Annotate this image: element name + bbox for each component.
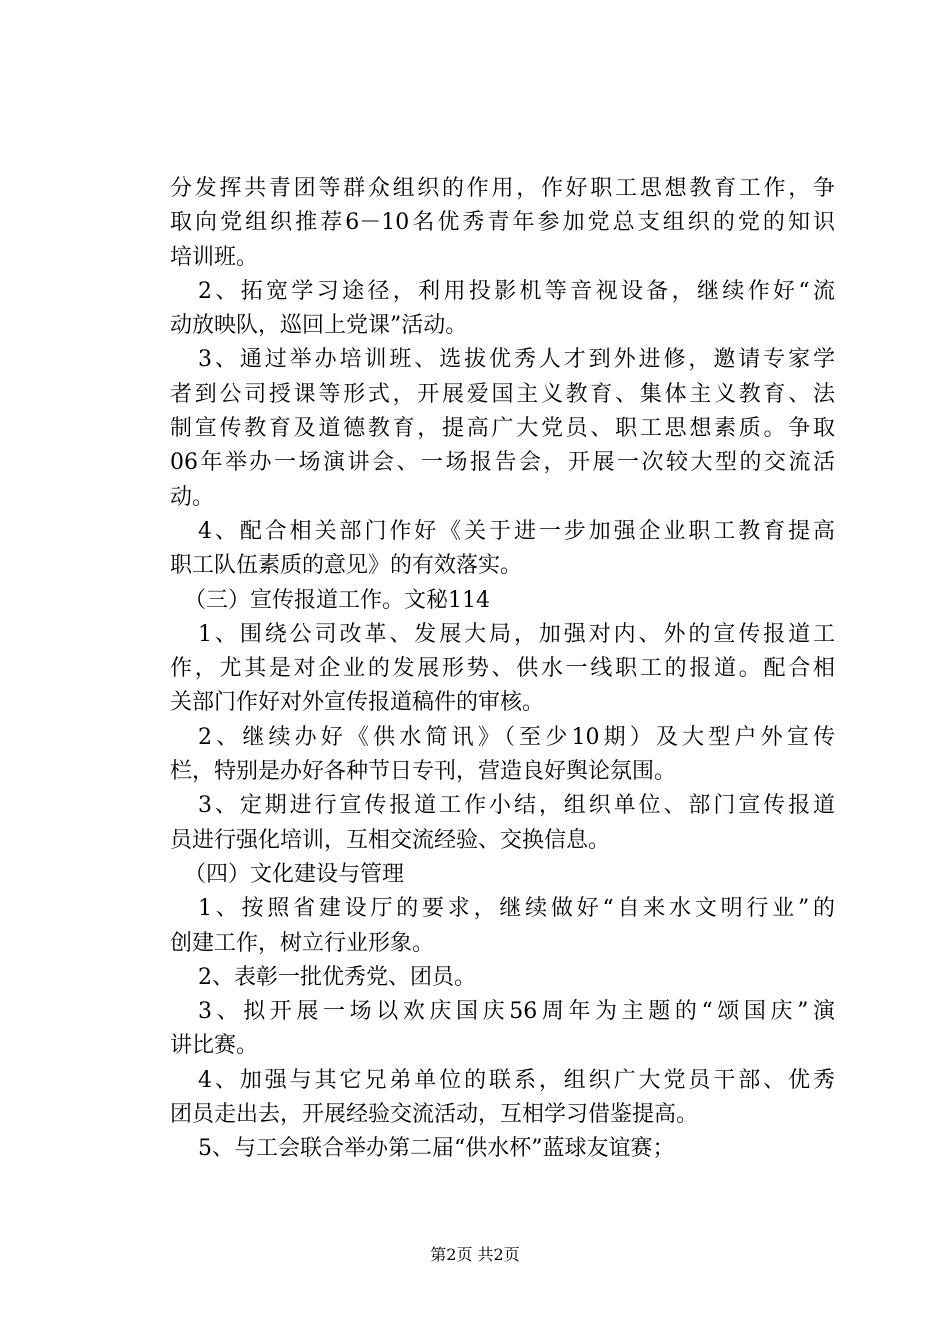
text-line: 3、拟开展一场以欢庆国庆56周年为主题的“颂国庆”演 [198, 999, 835, 1025]
text-line: 讲比赛。 [170, 1033, 259, 1059]
text-line: （四）文化建设与管理 [184, 861, 405, 887]
text-line: 动放映队，巡回上党课”活动。 [170, 313, 468, 339]
text-line: 员进行强化培训，互相交流经验、交换信息。 [170, 827, 611, 853]
text-line: 取向党组织推荐6－10名优秀青年参加党总支组织的党的知识 [170, 210, 835, 236]
page-footer: 第2页 共2页 [430, 1245, 520, 1264]
text-line: 3、定期进行宣传报道工作小结，组织单位、部门宣传报道 [198, 793, 835, 819]
text-line: 制宣传教育及道德教育，提高广大党员、职工思想素质。争取 [170, 416, 835, 442]
text-line: 职工队伍素质的意见》的有效落实。 [170, 553, 523, 579]
text-line: 06年举办一场演讲会、一场报告会，开展一次较大型的交流活 [170, 450, 835, 476]
text-line: 5、与工会联合举办第二届“供水杯”蓝球友谊赛； [198, 1136, 675, 1162]
text-line: 2、继续办好《供水简讯》（至少10期）及大型户外宣传 [198, 724, 835, 750]
text-line: 2、拓宽学习途径，利用投影机等音视设备，继续作好“流 [198, 278, 835, 304]
text-line: 者到公司授课等形式，开展爱国主义教育、集体主义教育、法 [170, 381, 835, 407]
text-line: 培训班。 [170, 244, 259, 270]
text-line: 动。 [170, 484, 215, 510]
text-line: 3、通过举办培训班、选拔优秀人才到外进修，邀请专家学 [198, 347, 835, 373]
text-line: 1、按照省建设厅的要求，继续做好“自来水文明行业”的 [198, 896, 835, 922]
text-line: 1、围绕公司改革、发展大局，加强对内、外的宣传报道工 [198, 621, 835, 647]
text-line: 栏，特别是办好各种节日专刊，营造良好舆论氛围。 [170, 759, 677, 785]
text-line: 2、表彰一批优秀党、团员。 [198, 964, 476, 990]
text-line: 4、加强与其它兄弟单位的联系，组织广大党员干部、优秀 [198, 1067, 835, 1093]
text-line: 4、配合相关部门作好《关于进一步加强企业职工教育提高 [198, 518, 835, 544]
document-body [170, 172, 835, 1167]
text-line: 关部门作好对外宣传报道稿件的审核。 [170, 690, 545, 716]
text-line: 分发挥共青团等群众组织的作用，作好职工思想教育工作，争 [170, 176, 835, 201]
text-line: （三）宣传报道工作。文秘114 [184, 587, 490, 613]
text-line: 创建工作，树立行业形象。 [170, 930, 435, 956]
text-line: 作，尤其是对企业的发展形势、供水一线职工的报道。配合相 [170, 656, 835, 682]
text-line: 团员走出去，开展经验交流活动，互相学习借鉴提高。 [170, 1102, 699, 1128]
